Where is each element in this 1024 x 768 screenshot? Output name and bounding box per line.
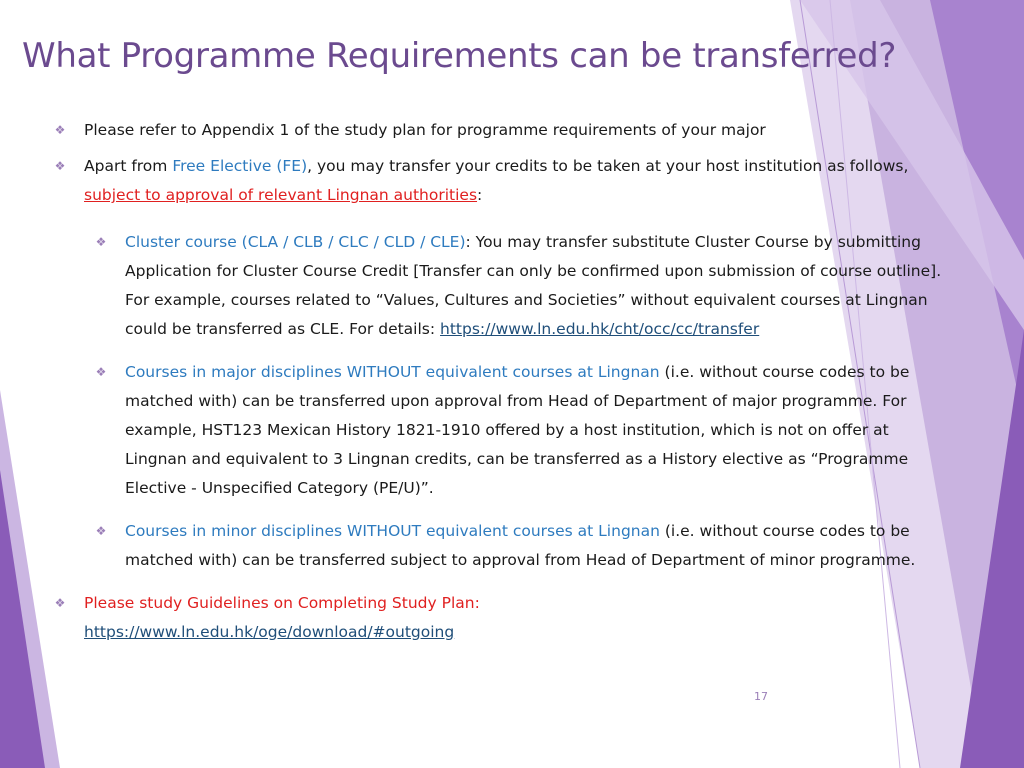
page-title: What Programme Requirements can be transferred? [22,36,897,76]
minor-disciplines-heading: Courses in minor disciplines WITHOUT equivalent courses at Lingnan [125,522,660,540]
diamond-bullet-icon: ❖ [95,365,107,379]
diamond-bullet-icon: ❖ [95,524,107,538]
sub-bullet-cluster [93,228,942,344]
approval-notice: subject to approval of relevant Lingnan authorities [84,186,478,204]
sub-bullet-minor [93,517,942,575]
bullet-apart-from [52,152,942,210]
minor-disciplines-text: (i.e. without course codes to be matched with) can be transferred subject to approval from Head of Department of minor programme. [125,522,916,569]
cluster-transfer-link[interactable]: https://www.ln.edu.hk/cht/occ/cc/transfer [440,320,760,338]
cluster-course-text: : You may transfer substitute Cluster Course by submitting Application for Cluster Course Credit [Transfer can only be confirmed upon submission of course outline]. For example, courses related to “Values, Cultures and Societies” without equivalent courses at Lingnan could be transferred as CLE. For details: [125,233,942,338]
apart-from-middle: , you may transfer your credits to be taken at your host institution as follows, [307,157,909,175]
apart-from-prefix: Apart from [84,157,173,175]
bullet-guidelines [52,589,942,647]
bullet-appendix [52,116,942,145]
slide-content [52,116,942,647]
outgoing-download-link[interactable]: https://www.ln.edu.hk/oge/download/#outgoing [84,623,455,641]
diamond-bullet-icon: ❖ [95,235,107,249]
guidelines-text: Please study Guidelines on Completing Study Plan: [84,594,480,612]
diamond-bullet-icon: ❖ [54,159,66,173]
diamond-bullet-icon: ❖ [54,123,66,137]
sub-bullet-major [93,358,942,503]
free-elective-label: Free Elective (FE) [172,157,308,175]
page-number: 17 [754,690,768,703]
bullet-appendix-text: Please refer to Appendix 1 of the study plan for programme requirements of your major [84,121,766,139]
major-disciplines-text: (i.e. without course codes to be matched with) can be transferred upon approval from Head of Department of major programme. For example, HST123 Mexican History 1821-1910 offered by a host institution, which is not on offer at Lingnan and equivalent to 3 Lingnan credits, can be transferred as a History elective as “Programme Elective - Unspecified Category (PE/U)”. [125,363,910,497]
diamond-bullet-icon: ❖ [54,596,66,610]
apart-from-colon: : [477,186,483,204]
major-disciplines-heading: Courses in major disciplines WITHOUT equivalent courses at Lingnan [125,363,660,381]
cluster-course-heading: Cluster course (CLA / CLB / CLC / CLD / CLE) [125,233,466,251]
